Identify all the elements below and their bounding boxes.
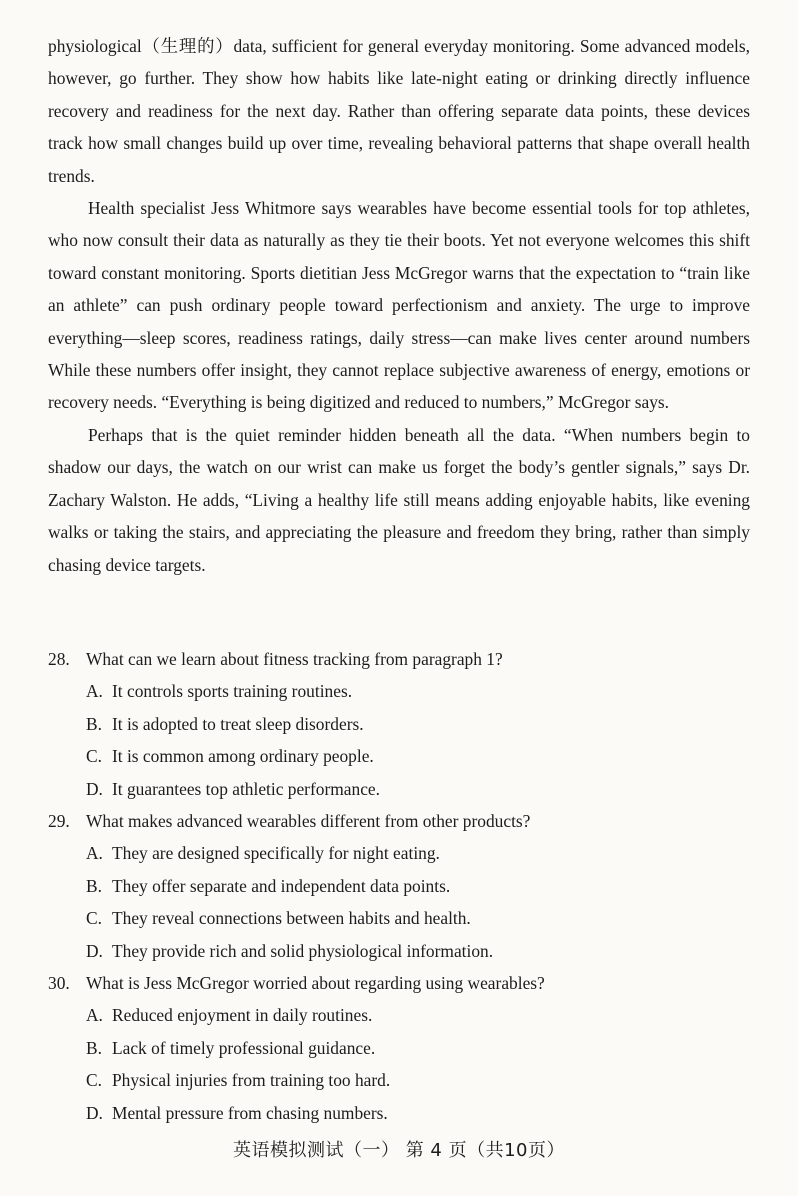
question-29 [48, 805, 750, 967]
option-a[interactable] [86, 675, 750, 707]
question-number: 30. [48, 973, 70, 994]
question-number: 29. [48, 811, 70, 832]
option-text: Reduced enjoyment in daily routines. [112, 1005, 373, 1026]
reading-passage [48, 30, 750, 581]
option-b[interactable] [86, 708, 750, 740]
option-letter: D. [86, 778, 103, 799]
option-letter: C. [86, 1070, 102, 1091]
option-c[interactable] [86, 902, 750, 934]
question-text: What is Jess McGregor worried about regarding using wearables? [86, 973, 545, 994]
option-letter: D. [86, 1102, 103, 1123]
option-letter: C. [86, 746, 102, 767]
option-text: They reveal connections between habits and health. [112, 908, 471, 929]
passage-paragraph-1: physiological（生理的）data, sufficient for general everyday monitoring. Some advanced models, however, go further. They show how habits like late-night eating or drinking directly influence recovery and readiness for the next day. Rather than offering separate data points, these devices track how small changes build up over time, revealing behavioral patterns that shape overall health trends. [48, 36, 750, 186]
question-28 [48, 643, 750, 805]
option-letter: A. [86, 1005, 103, 1026]
option-d[interactable] [86, 773, 750, 805]
option-b[interactable] [86, 870, 750, 902]
question-stem [48, 967, 750, 999]
option-c[interactable] [86, 740, 750, 772]
option-text: They offer separate and independent data points. [112, 875, 451, 896]
option-letter: B. [86, 713, 102, 734]
passage-paragraph-2: Health specialist Jess Whitmore says wearables have become essential tools for top athletes, who now consult their data as naturally as they tie their boots. Yet not everyone welcomes this shift toward constant monitoring. Sports dietitian Jess McGregor warns that the expectation to “train like an athlete” can push ordinary people toward perfectionism and anxiety. The urge to improve everything—sleep scores, readiness ratings, daily stress—can make lives center around numbers While these numbers offer insight, they cannot replace subjective awareness of energy, emotions or recovery needs. “Everything is being digitized and reduced to numbers,” McGregor says. [48, 198, 750, 413]
question-stem [48, 643, 750, 675]
option-text: It is common among ordinary people. [112, 746, 374, 767]
option-a[interactable] [86, 999, 750, 1031]
option-letter: A. [86, 843, 103, 864]
question-number: 28. [48, 649, 70, 669]
question-text: What can we learn about fitness tracking from paragraph 1? [86, 649, 503, 669]
option-d[interactable] [86, 1097, 750, 1129]
question-text: What makes advanced wearables different from other products? [86, 811, 531, 832]
option-d[interactable] [86, 935, 750, 967]
option-letter: B. [86, 1037, 102, 1058]
option-b[interactable] [86, 1032, 750, 1064]
option-letter: C. [86, 908, 102, 929]
option-a[interactable] [86, 837, 750, 869]
option-text: Physical injuries from training too hard. [112, 1070, 391, 1091]
passage-paragraph-3: Perhaps that is the quiet reminder hidden beneath all the data. “When numbers begin to shadow our days, the watch on our wrist can make us forget the body’s gentler signals,” says Dr. Zachary Walston. He adds, “Living a healthy life still means adding enjoyable habits, like evening walks or taking the stairs, and appreciating the pleasure and freedom they bring, rather than simply chasing device targets. [48, 424, 750, 575]
option-letter: B. [86, 875, 102, 896]
question-30 [48, 967, 750, 1129]
option-text: Lack of timely professional guidance. [112, 1037, 376, 1058]
option-text: They are designed specifically for night eating. [112, 843, 440, 864]
option-c[interactable] [86, 1064, 750, 1096]
question-list [48, 643, 750, 1129]
option-letter: A. [86, 681, 103, 702]
option-letter: D. [86, 940, 103, 961]
option-text: It is adopted to treat sleep disorders. [112, 713, 364, 734]
question-stem [48, 805, 750, 837]
option-text: Mental pressure from chasing numbers. [112, 1102, 388, 1123]
option-text: It controls sports training routines. [112, 681, 353, 702]
page-footer: 英语模拟测试（一） 第 4 页（共10页） [232, 1140, 566, 1161]
option-text: It guarantees top athletic performance. [112, 778, 380, 799]
option-text: They provide rich and solid physiological information. [112, 940, 494, 961]
